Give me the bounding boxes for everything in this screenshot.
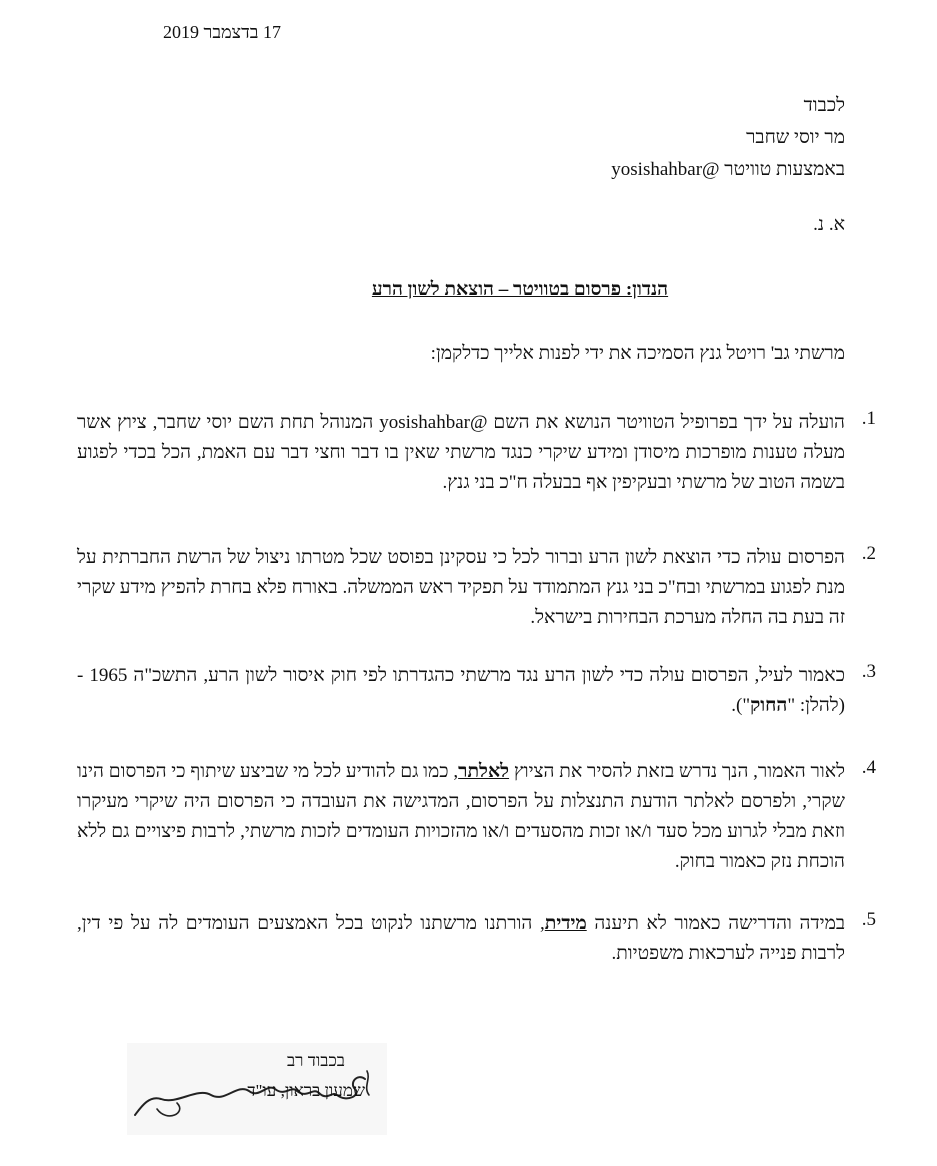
subject-line: הנדון: פרסום בטוויטר – הוצאת לשון הרע	[371, 279, 669, 300]
recipient-via: באמצעות טוויטר @yosishahbar	[611, 159, 845, 180]
item-text-start: במידה והדרישה כאמור לא תיענה	[586, 913, 845, 934]
item-number: 2.	[861, 543, 876, 564]
greeting: א. נ.	[813, 214, 845, 235]
list-item	[77, 909, 876, 969]
item-emphasis: החוק	[750, 695, 788, 716]
item-number: 5.	[861, 909, 876, 930]
list-item	[77, 757, 876, 877]
item-text: הועלה על ידך בפרופיל הטוויטר הנושא את השם @yosishahbar המנוהל תחת השם יוסי שחבר, ציוץ אשר מעלה טענות מופרכות מיסודן ומידע שיקרי כנגד מרשתי שאין בו דבר וחצי דבר עם האמת, הכל בכדי לפגוע בשמה הטוב של מרשתי ובעקיפין אף בבעלה ח"כ בני גנץ.	[77, 412, 845, 493]
intro-paragraph: מרשתי גב' רויטל גנץ הסמיכה את ידי לפנות אלייך כדלקמן:	[430, 343, 845, 364]
item-emphasis: מידית	[544, 913, 587, 934]
signature-closing: בכבוד רב	[286, 1051, 345, 1070]
list-item	[77, 408, 876, 498]
recipient-block	[611, 90, 845, 186]
item-text	[77, 757, 845, 877]
list-item	[77, 661, 876, 721]
item-text-end: ").	[731, 695, 751, 716]
item-text-start: כאמור לעיל, הפרסום עולה כדי לשון הרע נגד מרשתי כהגדרתו לפי חוק איסור לשון הרע, התשכ"ה 1965 -(להלן: "	[77, 665, 845, 716]
item-text	[77, 661, 845, 721]
list-item	[77, 543, 876, 633]
item-text-end: , כמו גם להודיע לכל מי שביצע שיתוף כי הפרסום הינו שקרי, ולפרסם לאלתר הודעת התנצלות על הפרסום, המדגישה את העובדה כי הפרסום היה שיקרי מעיקרו וזאת מבלי לגרוע מכל סעד ו/או זכות מהסעדים ו/או מהזכויות העומדים לזכות מרשתי, לרבות פיצויים גם ללא הוכחת נזק כאמור בחוק.	[77, 761, 845, 872]
item-text: הפרסום עולה כדי הוצאת לשון הרע וברור לכל כי עסקינן בפוסט שכל מטרתו ניצול של הרשת החברתית על מנת לפגוע במרשתי ובח"כ בני גנץ המתמודד על תפקיד ראש הממשלה. באורח פלא בחרת להפיץ מידע שקרי זה בעת בה החלה מערכת הבחירות בישראל.	[77, 547, 845, 628]
letter-date: 17 בדצמבר 2019	[163, 22, 281, 42]
item-text	[77, 909, 845, 969]
item-text-start: לאור האמור, הנך נדרש בזאת להסיר את הציוץ	[509, 761, 846, 782]
signature-name: שמעון בראון, עו"ד	[247, 1081, 365, 1100]
item-number: 4.	[861, 757, 876, 778]
item-emphasis: לאלתר	[458, 761, 510, 782]
recipient-name: מר יוסי שחבר	[746, 127, 845, 148]
signature-block	[127, 1043, 387, 1135]
item-number: 1.	[861, 408, 876, 429]
item-number: 3.	[861, 661, 876, 682]
salutation: לכבוד	[803, 95, 845, 116]
item-text-end: , הורתנו מרשתנו לנקוט בכל האמצעים העומדים לה על פי דין, לרבות פנייה לערכאות משפטיות.	[77, 913, 845, 964]
